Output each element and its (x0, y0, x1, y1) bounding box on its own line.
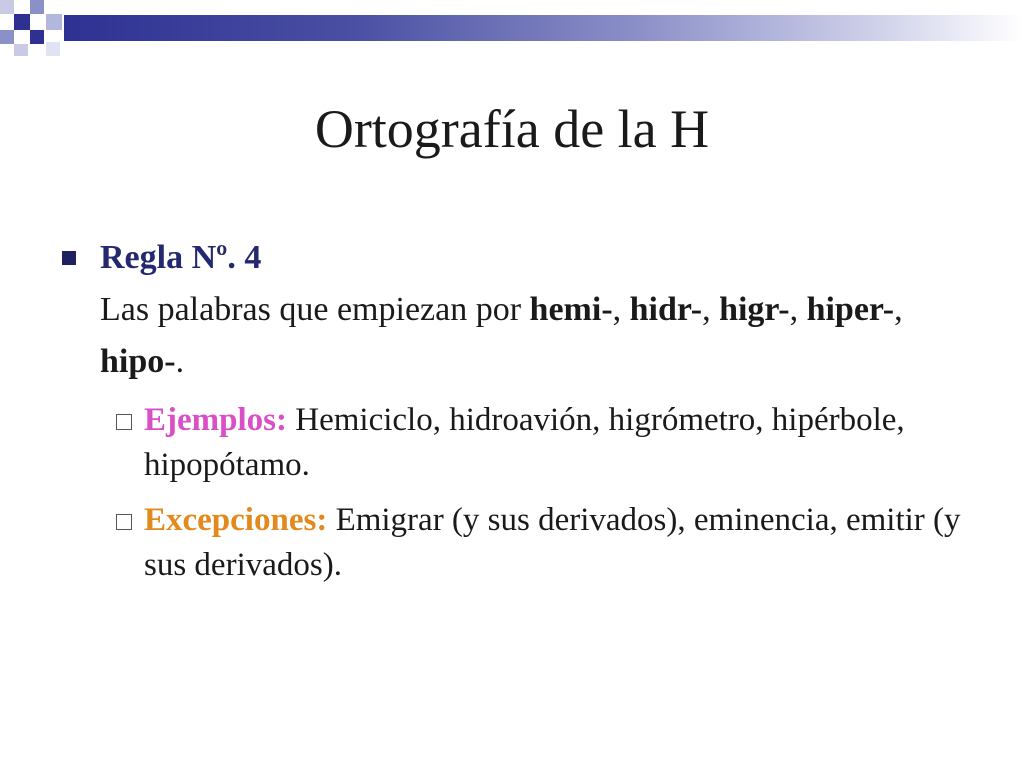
prefix: hipo- (100, 343, 176, 380)
prefix: hemi- (529, 291, 613, 328)
prefix: hiper- (806, 291, 895, 328)
deco-square (0, 0, 14, 14)
examples-item (62, 398, 982, 488)
deco-square (30, 30, 44, 44)
deco-square (14, 44, 28, 56)
examples-label: Ejemplos: (144, 402, 287, 438)
hollow-square-bullet-icon (116, 414, 132, 430)
examples-text: Hemiciclo, hidroavión, higrómetro, hipérbole, hipopótamo. (144, 402, 905, 483)
rule-text: Las palabras que empiezan por hemi-, hidr-, higr-, hiper-, hipo-. (100, 291, 903, 380)
exceptions-text: Emigrar (y sus derivados), eminencia, emitir (y sus derivados). (144, 502, 961, 583)
header-gradient-bar (64, 15, 1024, 41)
slide-title: Ortografía de la H (314, 99, 710, 159)
hollow-square-bullet-icon (116, 514, 132, 530)
square-bullet-icon (62, 251, 76, 265)
exceptions-item (62, 498, 982, 588)
deco-square (46, 42, 60, 56)
deco-square (14, 14, 30, 30)
exceptions-label: Excepciones: (144, 502, 328, 538)
rule-bullet-item (62, 232, 982, 388)
header-decoration (0, 0, 1024, 60)
deco-square (46, 14, 62, 30)
slide-content (62, 232, 982, 588)
rule-title: Regla Nº. 4 (100, 239, 262, 276)
deco-square (0, 30, 14, 44)
prefix: hidr- (629, 291, 703, 328)
prefix: higr- (719, 291, 790, 328)
deco-square (30, 0, 44, 14)
